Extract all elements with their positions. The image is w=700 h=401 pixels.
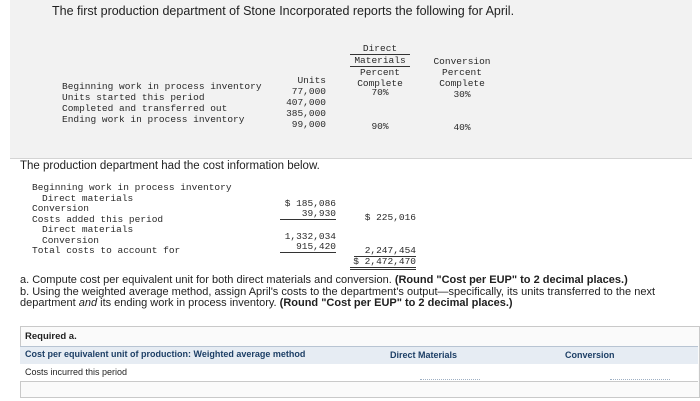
cost-add-dm: 1,332,034 — [284, 231, 336, 242]
instruction-b-round: (Round "Cost per EUP" to 2 decimal places.) — [279, 297, 513, 309]
row-label-costs-incurred: Costs incurred this period — [25, 367, 128, 377]
conv-pct-beginning: 30% — [453, 89, 471, 100]
units-labels — [62, 81, 262, 125]
cost-label-total: Total costs to account for — [32, 245, 181, 256]
conversion-costs-incurred-input[interactable] — [610, 366, 670, 380]
units-values — [270, 86, 326, 130]
instruction-b-line2 — [20, 298, 655, 310]
units-completed: 385,000 — [286, 108, 326, 119]
intro-text: The first production department of Stone Incorporated reports the following for April. — [52, 4, 515, 18]
col-header-dm: Direct Materials — [390, 350, 458, 360]
label-ending-wip: Ending work in process inventory — [62, 114, 245, 125]
cost-beg-conv: 39,930 — [280, 208, 336, 220]
cost-label-dm1: Direct materials — [42, 192, 134, 204]
cost-beg-dm: $ 185,086 — [284, 198, 336, 209]
cost-add-total: 2,247,454 — [354, 245, 416, 257]
units-ending: 99,000 — [291, 119, 326, 130]
instruction-b-line1: b. Using the weighted average method, assign April's costs to the department's output—specifically, its units transferred to the next — [20, 285, 655, 298]
label-beginning-wip: Beginning work in process inventory — [62, 81, 262, 92]
dm-percent-header — [350, 43, 410, 89]
cost-intro-text: The production department had the cost information below. — [20, 160, 320, 172]
dm-header-line2: Materials — [350, 55, 410, 67]
instruction-b-text: department — [20, 297, 79, 309]
required-label: Required a. — [25, 331, 77, 342]
dm-costs-incurred-input[interactable] — [420, 366, 480, 380]
cost-grand-total: $ 2,472,470 — [350, 256, 416, 270]
cost-label-beg-wip: Beginning work in process inventory — [32, 182, 232, 193]
units-header: Units — [297, 75, 326, 86]
cost-labels — [32, 183, 232, 257]
instruction-a-text: a. Compute cost per equivalent unit for both direct materials and conversion. — [20, 274, 395, 286]
cost-label-added: Costs added this period — [32, 213, 164, 225]
units-beginning: 77,000 — [291, 86, 326, 97]
dm-header-line1: Direct — [350, 43, 410, 55]
cost-label-conv1: Conversion — [32, 203, 90, 214]
instructions — [20, 275, 655, 310]
label-units-started: Units started this period — [62, 92, 205, 103]
conv-header-line1: Conversion — [433, 56, 491, 67]
conv-pct-ending: 40% — [453, 122, 471, 133]
dm-pct-ending: 90% — [371, 121, 389, 132]
instruction-a — [20, 275, 655, 287]
instruction-b-and: and — [78, 297, 98, 309]
cost-add-conv: 915,420 — [280, 241, 336, 253]
conv-percent-header — [428, 56, 496, 89]
instruction-a-round: (Round "Cost per EUP" to 2 decimal places.) — [394, 274, 628, 286]
eup-table-title: Cost per equivalent unit of production: Weighted average method — [25, 349, 306, 359]
conv-header-line3: Complete — [439, 78, 485, 89]
dm-header-line4: Complete — [357, 78, 403, 89]
cost-label-dm2: Direct materials — [42, 224, 134, 235]
conv-header-line2: Percent — [442, 67, 482, 78]
instruction-b-text2: its ending work in process inventory. — [97, 297, 280, 309]
dm-pct-beginning: 70% — [371, 87, 389, 98]
units-started: 407,000 — [286, 97, 326, 108]
label-completed-transferred: Completed and transferred out — [62, 103, 228, 114]
col-header-conversion: Conversion — [565, 350, 615, 360]
cost-beg-total: $ 225,016 — [364, 212, 416, 223]
cost-label-conv2: Conversion — [42, 234, 100, 246]
dm-header-line3: Percent — [360, 67, 400, 78]
